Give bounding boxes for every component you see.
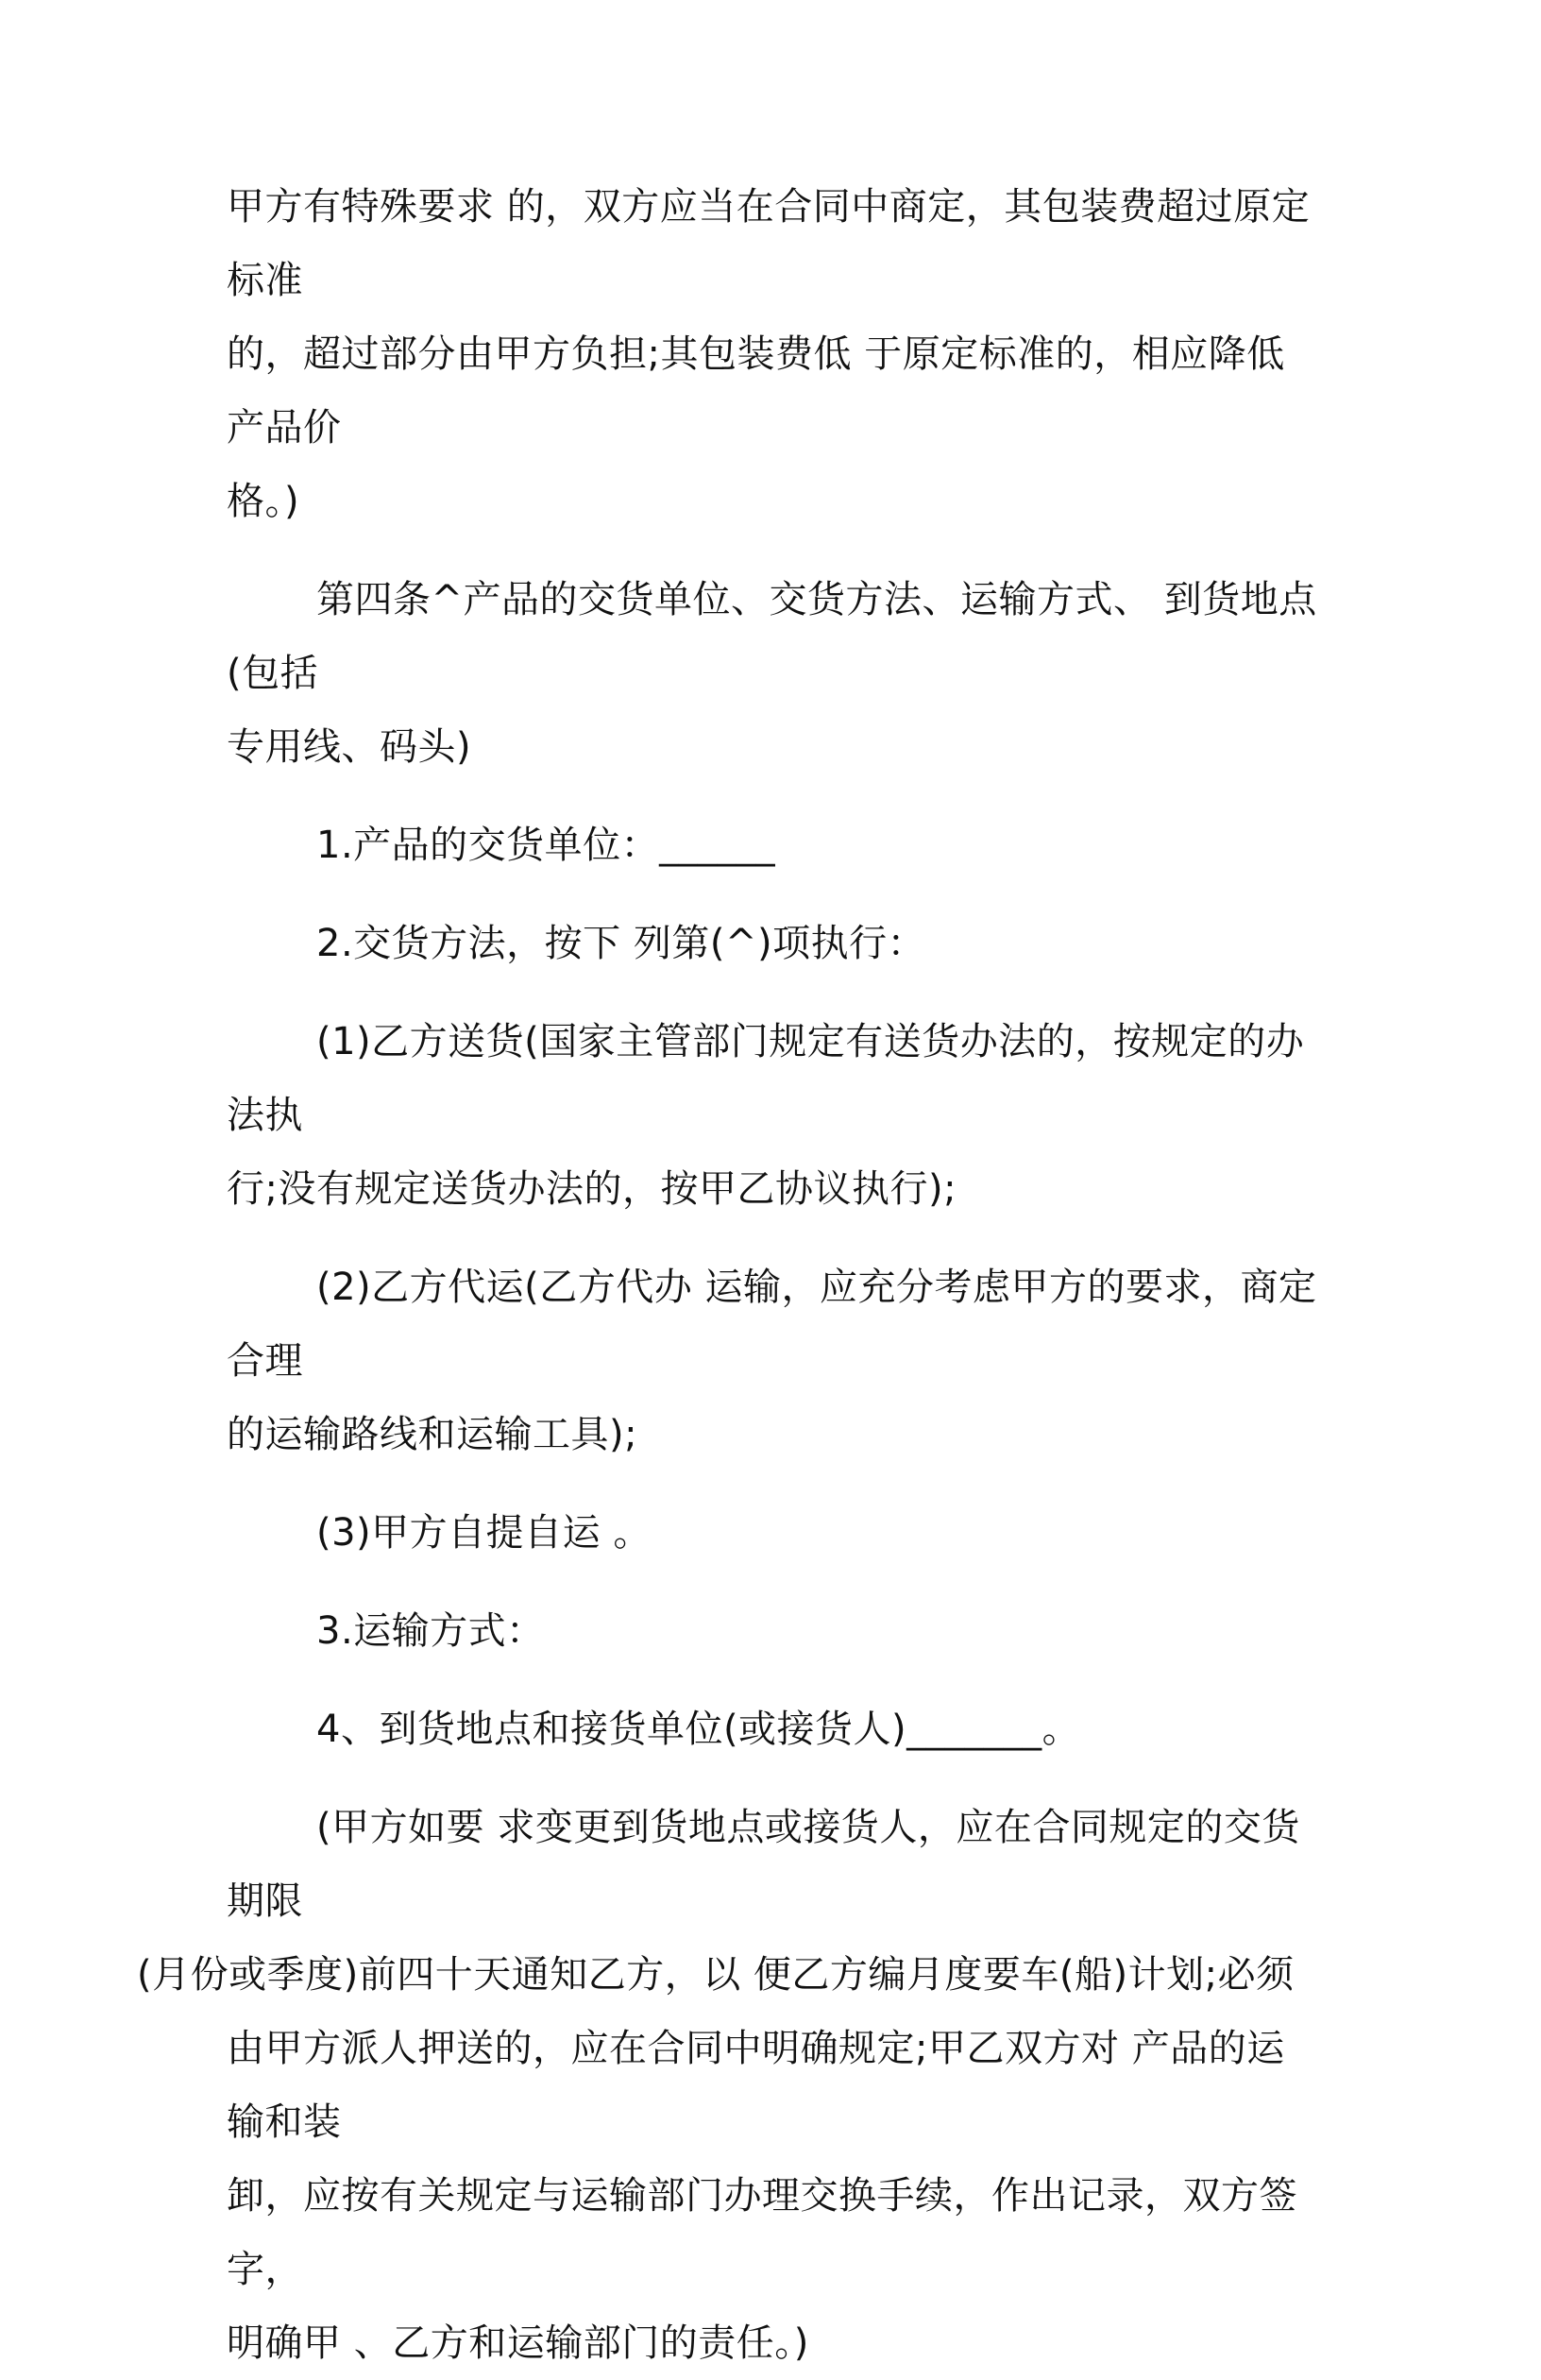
- text-line: 明确甲 、乙方和运输部门的责任。): [227, 2321, 809, 2365]
- text-line: 格。): [227, 480, 300, 523]
- text-line: 2.交货方法，按下 列第(^)项执行：: [316, 922, 926, 965]
- text-line: 甲方有特殊要求 的，双方应当在合同中商定，其包装费超过原定标准: [227, 185, 1311, 302]
- item-delivery-method: [227, 907, 1322, 980]
- text-line: 4、到货地点和接货单位(或接货人)_______。: [316, 1708, 1081, 1751]
- document-page: [137, 170, 1322, 2380]
- paragraph-destination-change: [137, 1791, 1322, 2380]
- article-four-heading: [227, 563, 1322, 784]
- text-line: 3.运输方式：: [316, 1609, 545, 1653]
- text-line: 1.产品的交货单位：______: [316, 824, 776, 867]
- text-line: (甲方如要 求变更到货地点或接货人，应在合同规定的交货期限: [227, 1806, 1300, 1923]
- text-line: 的，超过部分由甲方负担;其包装费低 于原定标准的，相应降低产品价: [227, 332, 1285, 450]
- option-buyer-picks-up: [227, 1496, 1322, 1570]
- paragraph-packaging-cost: [227, 170, 1322, 538]
- text-line: (1)乙方送货(国家主管部门规定有送货办法的，按规定的办法执: [227, 1020, 1305, 1137]
- item-transport-mode: [227, 1594, 1322, 1668]
- text-line: 卸，应按有关规定与运输部门办理交换手续，作出记录，双方签字，: [227, 2174, 1297, 2291]
- item-destination: [227, 1692, 1322, 1766]
- text-line: (月份或季度)前四十天通知乙方，以 便乙方编月度要车(船)计划;必须: [137, 1953, 1295, 1997]
- item-delivery-unit: [227, 808, 1322, 882]
- text-line: 的运输路线和运输工具);: [227, 1413, 638, 1456]
- text-line: (2)乙方代运(乙方代办 运输，应充分考虑甲方的要求，商定合理: [227, 1266, 1317, 1383]
- text-line: 第四条^产品的交货单位、交货方法、运输方式、 到货地点(包括: [227, 578, 1317, 695]
- option-seller-delivers: [227, 1005, 1322, 1226]
- text-line: 专用线、码头): [227, 725, 472, 769]
- text-line: (3)甲方自提自运 。: [316, 1511, 652, 1555]
- text-line: 行;没有规定送货办法的，按甲乙协议执行);: [227, 1167, 957, 1211]
- option-seller-ships: [227, 1250, 1322, 1471]
- text-line: 由甲方派人押送的，应在合同中明确规定;甲乙双方对 产品的运输和装: [227, 2027, 1285, 2144]
